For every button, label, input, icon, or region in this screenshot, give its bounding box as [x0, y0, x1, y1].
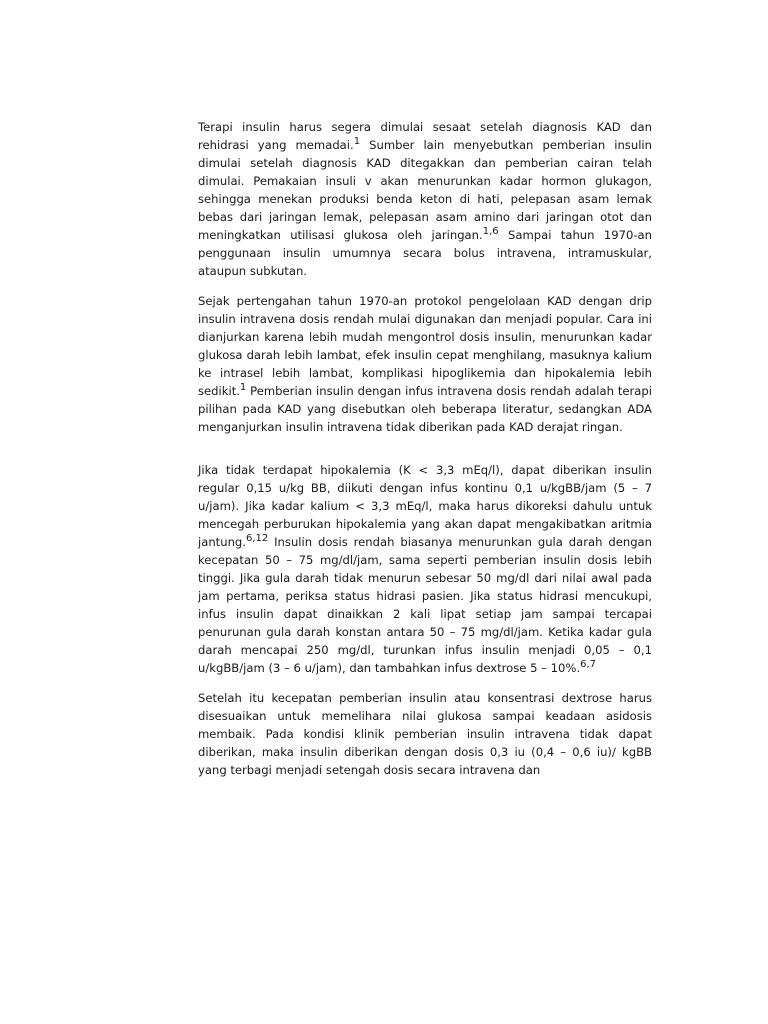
- paragraph-3-text-b: Insulin dosis rendah biasanya menurunkan gula darah dengan kecepatan 50 – 75 mg/dl/jam, sama seperti pemberian insulin dosis lebih tinggi. Jika gula darah tidak menurun sebesar 50 mg/dl dari nilai awal pada jam pertama, periksa status hidrasi pasien. Jika status hidrasi mencukupi, infus insulin dapat dinaikkan 2 kali lipat setiap jam sampai tercapai penurunan gula darah konstan antara 50 – 75 mg/dl/jam. Ketika kadar gula darah mencapai 250 mg/dl, turunkan infus insulin menjadi 0,05 – 0,1 u/kgBB/jam (3 – 6 u/jam), dan tambahkan infus dextrose 5 – 10%.: [198, 535, 652, 675]
- citation-superscript: 1,6: [482, 226, 499, 237]
- citation-superscript: 1: [353, 136, 361, 147]
- citation-superscript: 6,7: [580, 659, 597, 670]
- paragraph-1: [198, 118, 652, 280]
- paragraph-1-text-c: Sampai tahun 1970-an penggunaan insulin umumnya secara bolus intravena, intramuskular, ataupun subkutan.: [198, 228, 652, 278]
- paragraph-2-text-b: Pemberian insulin dengan infus intravena dosis rendah adalah terapi pilihan pada KAD yang disebutkan oleh beberapa literatur, sedangkan ADA menganjurkan insulin intravena tidak diberikan pada KAD derajat ringan.: [198, 384, 652, 434]
- paragraph-1-text-b: Sumber lain menyebutkan pemberian insulin dimulai setelah diagnosis KAD ditegakkan dan pemberian cairan telah dimulai. Pemakaian insuli v akan menurunkan kadar hormon glukagon, sehingga menekan produksi benda keton di hati, pelepasan asam lemak bebas dari jaringan lemak, pelepasan asam amino dari jaringan otot dan meningkatkan utilisasi glukosa oleh jaringan.: [198, 138, 652, 242]
- citation-superscript: 1: [239, 382, 247, 393]
- paragraph-2: [198, 292, 652, 436]
- paragraph-2-text-a: Sejak pertengahan tahun 1970-an protokol pengelolaan KAD dengan drip insulin intravena dosis rendah mulai digunakan dan menjadi popular. Cara ini dianjurkan karena lebih mudah mengontrol dosis insulin, menurunkan kadar glukosa darah lebih lambat, efek insulin cepat menghilang, masuknya kalium ke intrasel lebih lambat, komplikasi hipoglikemia dan hipokalemia lebih sedikit.: [198, 294, 652, 398]
- citation-superscript: 6,12: [245, 533, 269, 544]
- paragraph-3-text-a: Jika tidak terdapat hipokalemia (K < 3,3 mEq/l), dapat diberikan insulin regular 0,15 u/kg BB, diikuti dengan infus kontinu 0,1 u/kgBB/jam (5 – 7 u/jam). Jika kadar kalium < 3,3 mEq/l, maka harus dikoreksi dahulu untuk mencegah perburukan hipokalemia yang akan dapat mengakibatkan aritmia jantung.: [198, 463, 652, 549]
- paragraph-3: [198, 461, 652, 677]
- paragraph-1-text-a: Terapi insulin harus segera dimulai sesaat setelah diagnosis KAD dan rehidrasi yang memadai.: [198, 120, 652, 152]
- paragraph-4: [198, 689, 652, 779]
- paragraph-4-text-a: Setelah itu kecepatan pemberian insulin atau konsentrasi dextrose harus disesuaikan untuk memelihara nilai glukosa sampai keadaan asidosis membaik. Pada kondisi klinik pemberian insulin intravena tidak dapat diberikan, maka insulin diberikan dengan dosis 0,3 iu (0,4 – 0,6 iu)/ kgBB yang terbagi menjadi setengah dosis secara intravena dan: [198, 691, 652, 777]
